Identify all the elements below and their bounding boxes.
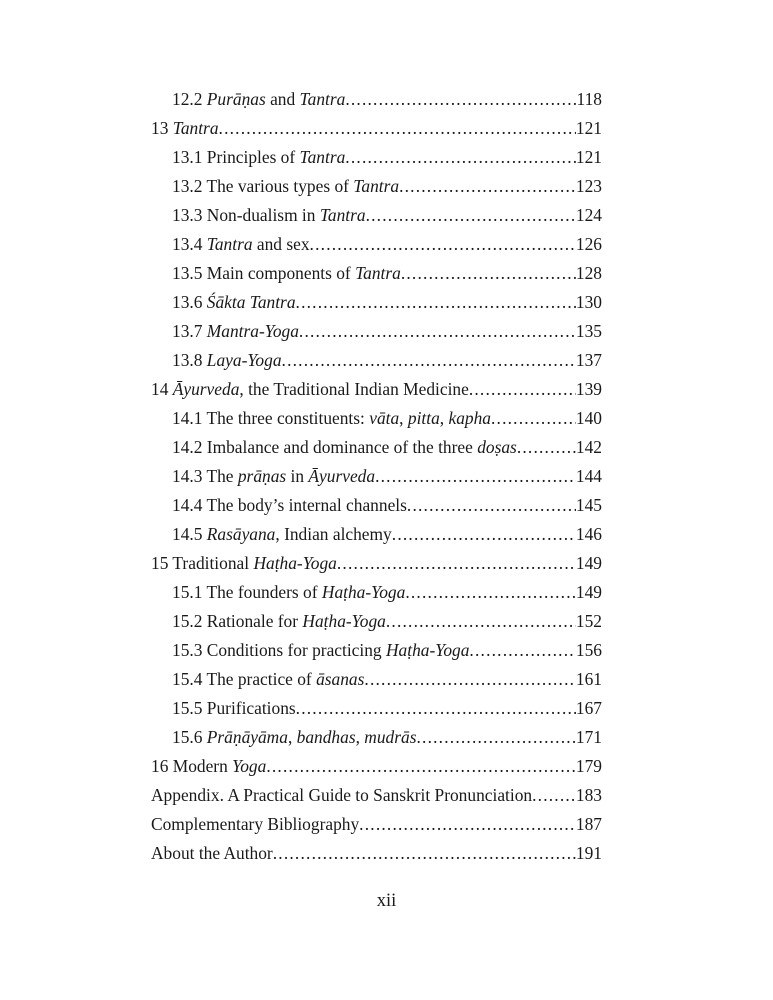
toc-entry-title-part: , the Traditional Indian Medicine — [239, 379, 469, 399]
dot-leader — [386, 607, 576, 636]
toc-entry-title-part: 15.3 Conditions for practicing — [172, 640, 386, 660]
toc-entry-title-part: Tantra — [299, 147, 346, 167]
toc-entry-title — [151, 491, 407, 520]
toc-entry-title-part: Purāṇas — [206, 89, 266, 109]
toc-entry-title-part: and — [265, 89, 300, 109]
toc-entry[interactable] — [151, 665, 602, 694]
toc-entry[interactable] — [151, 346, 602, 375]
toc-entry-page: 139 — [575, 379, 602, 399]
toc-entry-title-part: Tantra — [172, 118, 219, 138]
toc-entry-title — [151, 520, 392, 549]
toc-entry-title-part: 12.2 — [172, 89, 207, 109]
dot-leader — [299, 317, 576, 346]
toc-entry[interactable] — [151, 578, 602, 607]
toc-entry-title — [151, 578, 405, 607]
toc-entry-title-part: 15.5 Purifications — [172, 698, 296, 718]
toc-entry-page: 128 — [575, 263, 602, 283]
toc-entry-title-part: Prāṇāyāma — [206, 727, 288, 747]
toc-entry-title-part: 14 — [151, 379, 173, 399]
toc-entry-title-part: pitta — [407, 408, 440, 428]
toc-entry-page: 149 — [575, 582, 602, 602]
toc-entry-page: 191 — [575, 843, 602, 863]
toc-entry[interactable] — [151, 723, 602, 752]
toc-entry-title — [151, 346, 282, 375]
dot-leader — [375, 462, 576, 491]
toc-entry-title-part: 15.1 The founders of — [172, 582, 322, 602]
dot-leader — [469, 636, 575, 665]
toc-entry[interactable] — [151, 201, 602, 230]
toc-entry[interactable] — [151, 491, 602, 520]
toc-entry-page: 152 — [575, 611, 602, 631]
toc-entry-title-part: bandhas — [296, 727, 356, 747]
toc-entry[interactable] — [151, 404, 602, 433]
toc-entry[interactable] — [151, 636, 602, 665]
toc-entry[interactable] — [151, 288, 602, 317]
toc-entry-title — [151, 607, 386, 636]
toc-entry-title-part: , Indian alchemy — [275, 524, 392, 544]
toc-entry-title-part: 13.6 — [172, 292, 207, 312]
toc-entry-title — [151, 433, 517, 462]
toc-entry-title-part: 14.5 — [172, 524, 207, 544]
toc-entry-title-part: doṣas — [477, 437, 517, 457]
toc-entry[interactable] — [151, 143, 602, 172]
toc-entry-title-part: Haṭha-Yoga — [302, 611, 386, 631]
toc-entry-title — [151, 172, 399, 201]
dot-leader — [296, 288, 576, 317]
dot-leader — [273, 839, 576, 868]
toc-entry-title-part: vāta — [369, 408, 400, 428]
toc-entry-title-part: Āyurveda — [172, 379, 240, 399]
toc-entry-page: 121 — [575, 118, 602, 138]
dot-leader — [345, 143, 576, 172]
toc-entry-title-part: 14.2 Imbalance and dominance of the three — [172, 437, 478, 457]
toc-entry-title-part: 13.2 The various types of — [172, 176, 354, 196]
toc-entry-title-part: and sex — [252, 234, 310, 254]
toc-entry-title-part: Āyurveda — [308, 466, 376, 486]
toc-entry-title-part: 15.6 — [172, 727, 207, 747]
toc-entry-title-part: Haṭha-Yoga — [321, 582, 406, 602]
toc-entry-page: 140 — [575, 408, 602, 428]
toc-entry-title-part: mudrās — [364, 727, 417, 747]
toc-entries — [151, 85, 602, 868]
toc-entry-title-part: 13 — [151, 118, 173, 138]
toc-entry[interactable] — [151, 810, 602, 839]
toc-entry-title — [151, 317, 299, 346]
toc-entry-page: 126 — [575, 234, 602, 254]
toc-entry-title-part: āsanas — [316, 669, 365, 689]
toc-entry-title — [151, 462, 375, 491]
toc-entry-title-part: Laya-Yoga — [206, 350, 282, 370]
toc-entry-title — [151, 375, 469, 404]
dot-leader — [491, 404, 576, 433]
toc-entry-title-part: , — [355, 727, 365, 747]
toc-entry-page: 135 — [575, 321, 602, 341]
dot-leader — [364, 665, 576, 694]
toc-entry-title-part: 13.4 — [172, 234, 207, 254]
dot-leader — [405, 578, 576, 607]
toc-entry[interactable] — [151, 752, 602, 781]
toc-entry[interactable] — [151, 839, 602, 868]
dot-leader — [310, 230, 576, 259]
toc-entry[interactable] — [151, 114, 602, 143]
dot-leader — [296, 694, 576, 723]
toc-entry-page: 167 — [575, 698, 602, 718]
toc-entry-title-part: , — [399, 408, 408, 428]
toc-entry-title — [151, 839, 273, 868]
toc-entry-title-part: Śākta Tantra — [206, 292, 296, 312]
toc-entry-title — [151, 85, 345, 114]
toc-entry-page: 149 — [575, 553, 602, 573]
dot-leader — [392, 520, 576, 549]
toc-entry[interactable] — [151, 172, 602, 201]
toc-entry-page: 124 — [575, 205, 602, 225]
toc-entry-title-part: Tantra — [206, 234, 253, 254]
toc-entry-title-part: 13.3 Non-dualism in — [172, 205, 320, 225]
toc-entry-title — [151, 781, 532, 810]
toc-entry[interactable] — [151, 259, 602, 288]
toc-entry-title-part: Mantra-Yoga — [206, 321, 299, 341]
toc-entry-title — [151, 694, 296, 723]
toc-entry-title-part: Yoga — [232, 756, 267, 776]
toc-entry-title-part: Tantra — [299, 89, 346, 109]
toc-entry-title-part: 15.2 Rationale for — [172, 611, 303, 631]
toc-entry-page: 130 — [575, 292, 602, 312]
dot-leader — [282, 346, 576, 375]
dot-leader — [517, 433, 576, 462]
toc-entry-title-part: Haṭha-Yoga — [385, 640, 470, 660]
toc-entry-page: 144 — [575, 466, 602, 486]
toc-entry[interactable] — [151, 433, 602, 462]
dot-leader — [366, 201, 576, 230]
toc-entry-title — [151, 404, 491, 433]
toc-entry-title-part: in — [286, 466, 309, 486]
toc-entry[interactable] — [151, 549, 602, 578]
toc-entry-title — [151, 259, 401, 288]
toc-entry-title — [151, 810, 359, 839]
toc-entry-title — [151, 549, 337, 578]
toc-entry-page: 156 — [575, 640, 602, 660]
toc-entry[interactable] — [151, 694, 602, 723]
toc-entry-page: 137 — [575, 350, 602, 370]
dot-leader — [407, 491, 576, 520]
toc-entry-title-part: Complementary Bibliography — [151, 814, 360, 834]
toc-entry-title — [151, 201, 366, 230]
toc-entry-title — [151, 230, 310, 259]
dot-leader — [399, 172, 576, 201]
toc-entry-title — [151, 723, 416, 752]
dot-leader — [219, 114, 576, 143]
toc-entry-title-part: , — [439, 408, 449, 428]
dot-leader — [532, 781, 576, 810]
toc-entry-page: 121 — [575, 147, 602, 167]
toc-entry-title-part: kapha — [448, 408, 491, 428]
toc-entry-page: 179 — [575, 756, 602, 776]
toc-entry-title-part: Appendix. A Practical Guide to Sanskrit Pronunciation — [151, 785, 533, 805]
toc-entry-title-part: About the Author — [151, 843, 273, 863]
toc-entry-title-part: , — [287, 727, 297, 747]
dot-leader — [337, 549, 576, 578]
dot-leader — [469, 375, 576, 404]
toc-entry-page: 183 — [575, 785, 602, 805]
toc-entry-title-part: 14.3 The — [172, 466, 238, 486]
toc-entry-title — [151, 665, 364, 694]
toc-entry-page: 161 — [575, 669, 602, 689]
toc-entry-title-part: 14.1 The three constituents: — [172, 408, 370, 428]
toc-entry-page: 146 — [575, 524, 602, 544]
toc-entry-page: 142 — [575, 437, 602, 457]
toc-entry-title — [151, 143, 345, 172]
toc-entry-title-part: Tantra — [355, 263, 401, 283]
toc-entry-title-part: Tantra — [353, 176, 400, 196]
page-number: xii — [376, 891, 397, 911]
toc-entry-page: 187 — [575, 814, 602, 834]
toc-entry-title — [151, 636, 469, 665]
toc-entry-title-part: Haṭha-Yoga — [253, 553, 337, 573]
toc-entry-title-part: 13.1 Principles of — [172, 147, 300, 167]
toc-entry[interactable] — [151, 317, 602, 346]
toc-entry[interactable] — [151, 781, 602, 810]
toc-entry-title-part: 13.5 Main components of — [172, 263, 356, 283]
toc-entry-title-part: prāṇas — [237, 466, 287, 486]
table-of-contents — [151, 85, 602, 868]
toc-entry-title-part: Rasāyana — [206, 524, 276, 544]
toc-entry-title — [151, 288, 296, 317]
toc-entry[interactable] — [151, 607, 602, 636]
toc-entry-title-part: 13.8 — [172, 350, 207, 370]
toc-entry[interactable] — [151, 230, 602, 259]
toc-entry-page: 171 — [575, 727, 602, 747]
toc-entry-title-part: 15 Traditional — [151, 553, 254, 573]
toc-entry-title-part: 16 Modern — [151, 756, 233, 776]
dot-leader — [401, 259, 576, 288]
dot-leader — [266, 752, 576, 781]
dot-leader — [345, 85, 576, 114]
toc-entry-title-part: Tantra — [319, 205, 366, 225]
toc-entry-title-part: 14.4 The body’s internal channels — [172, 495, 407, 515]
toc-entry[interactable] — [151, 85, 602, 114]
toc-entry-title — [151, 752, 266, 781]
toc-entry-page: 118 — [576, 89, 602, 109]
toc-entry-title-part: 15.4 The practice of — [172, 669, 317, 689]
toc-entry-title — [151, 114, 219, 143]
toc-entry[interactable] — [151, 520, 602, 549]
toc-entry[interactable] — [151, 375, 602, 404]
toc-entry-page: 145 — [575, 495, 602, 515]
dot-leader — [359, 810, 576, 839]
toc-entry-page: 123 — [575, 176, 602, 196]
toc-entry[interactable] — [151, 462, 602, 491]
dot-leader — [416, 723, 575, 752]
toc-entry-title-part: 13.7 — [172, 321, 207, 341]
